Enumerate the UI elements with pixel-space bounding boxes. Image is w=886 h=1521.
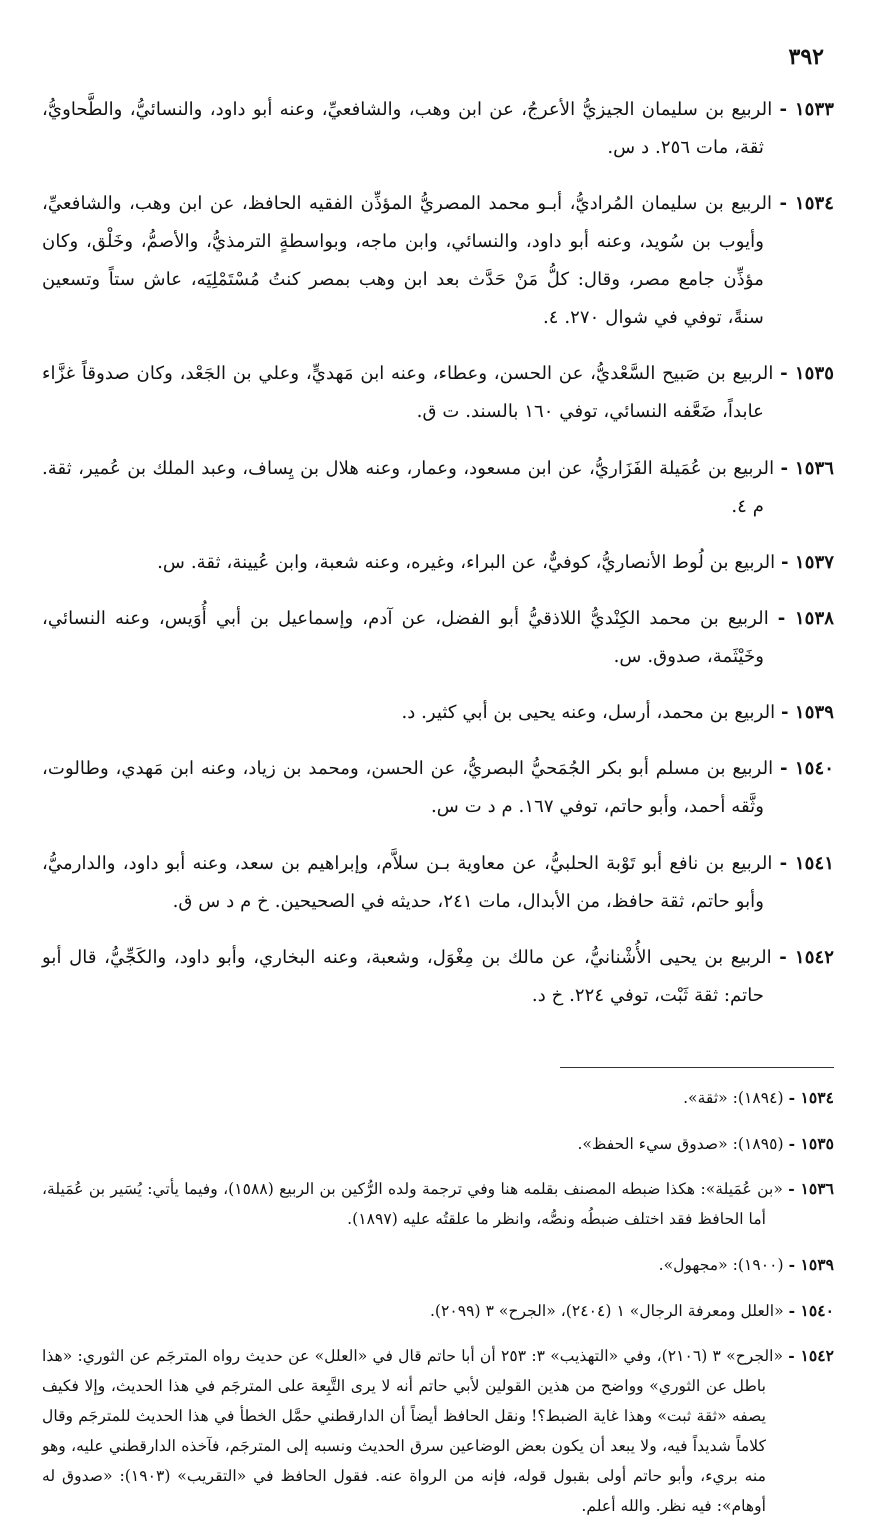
entry <box>42 845 834 921</box>
footnote <box>42 1250 834 1280</box>
footnote-text: «بن عُمَيلة»: هكذا ضبطه المصنف بقلمه هنا وفي ترجمة ولده الرُّكين بن الربيع (١٥٨٨)، وفيما يأتي: يُسَير بن عُمَيلة، أما الحافظ فقد اختلف ضبطُه ونصُّه، وانظر ما علقتُه عليه (١٨٩٧). <box>42 1180 783 1229</box>
entry-text: الربيع بن سليمان المُراديُّ، أبـو محمد المصريُّ المؤذِّن الفقيه الحافظ، عن ابن وهب، والشافعيِّ، وأيوب بن سُويد، وعنه أبو داود، والنسائي، وابن ماجه، وبواسطةٍ الترمذيُّ، والأصمُّ، وخَلْق، وكان مؤذِّن جامع مصر، وقال: كلُّ مَنْ حَدَّث بعد ابن وهب بمصر كنتُ مُسْتَمْلِيَه، عاش ستاً وتسعين سنةً، توفي في شوال ٢٧٠. ٤. <box>42 193 773 329</box>
footnote-number: ١٥٣٥ - <box>788 1133 834 1153</box>
footnote-text: (١٨٩٥): «صدوق سيء الحفظ». <box>577 1134 784 1153</box>
footnote-text: (١٨٩٤): «ثقة». <box>683 1089 784 1108</box>
entry-number: ١٥٤٢ - <box>779 946 834 968</box>
footnote-text: «العلل ومعرفة الرجال» ١ (٢٤٠٤)، «الجرح» ٣ (٢٠٩٩). <box>429 1301 784 1320</box>
footnote-text: (١٩٠٠): «مجهول». <box>658 1256 784 1275</box>
entry <box>42 91 834 167</box>
entry-number: ١٥٣٦ - <box>780 457 834 479</box>
footnote-number: ١٥٤٢ - <box>788 1346 834 1366</box>
footnote <box>42 1174 834 1234</box>
footnote <box>42 1129 834 1159</box>
entry-text: الربيع بن سليمان الجيزيُّ الأعرجُ، عن ابن وهب، والشافعيِّ، وعنه أبو داود، والنسائيُّ، والطَّحاويُّ، ثقة، مات ٢٥٦. د س. <box>42 99 773 158</box>
entry-text: الربيع بن نافع أبو تَوْبة الحلبيُّ، عن معاوية بـن سلاَّم، وإبراهيم بن سعد، وعنه أبو داود، والدارميُّ، وأبو حاتم، ثقة حافظ، من الأبدال، مات ٢٤١، حديثه في الصحيحين. خ م د س ق. <box>42 852 773 912</box>
footnote <box>42 1341 834 1521</box>
entry <box>42 939 834 1015</box>
entry-number: ١٥٣٤ - <box>779 193 834 215</box>
entry <box>42 450 834 526</box>
entry-text: الربيع بن يحيى الأُشْنانيُّ، عن مالك بن مِغْوَل، وشعبة، وعنه البخاري، وأبو داود، والكَجِّيُّ، قال أبو حاتم: ثقة ثَبْت، توفي ٢٢٤. خ د. <box>42 946 772 1006</box>
entry-number: ١٥٣٨ - <box>777 607 834 629</box>
entry-number: ١٥٣٩ - <box>781 702 834 724</box>
entry <box>42 694 834 732</box>
entry-number: ١٥٣٧ - <box>781 551 834 573</box>
entry-text: الربيع بن عُمَيلة الفَزَاريُّ، عن ابن مسعود، وعمار، وعنه هلال بن يِساف، وعبد الملك بن عُمير، ثقة. م ٤. <box>42 457 775 517</box>
entry <box>42 355 834 431</box>
entry <box>42 185 834 337</box>
entry-text: الربيع بن مسلم أبو بكر الجُمَحيُّ البصريُّ، عن الحسن، ومحمد بن زياد، وعنه ابن مَهدي، وطالوت، وثَّقه أحمد، وأبو حاتم، توفي ١٦٧. م د ت س. <box>42 758 774 818</box>
footnote-number: ١٥٤٠ - <box>788 1300 834 1320</box>
footnote-text: «الجرح» ٣ (٢١٠٦)، وفي «التهذيب» ٣: ٢٥٣ أن أبا حاتم قال في «العلل» عن حديث رواه المترجَم عن الثوري: «هذا باطل عن الثوري» وواضح من هذين القولين لأبي حاتم أنه لا يرى التَّبِعة على المترجَم في هذا الحديث، وإلا فكيف يصفه «ثقة ثبت» وهذا غاية الضبط؟! ونقل الحافظ أيضاً أن الدارقطني حمَّل الخطأ في هذا الحديث للمترجَم وقال كلاماً شديداً فيه، ولا يبعد أن يكون بعض الوضاعين سرق الحديث ونسبه إلى المترجَم، فآخذه الدارقطني عليه، وهو منه بريء، وأبو حاتم أولى بقبول قوله، فإنه من الرواة عنه. فقول الحافظ في «التقريب» (١٩٠٣): «صدوق له أوهام»: فيه نظر. والله أعلم. <box>42 1347 784 1516</box>
footnote-divider <box>560 1067 834 1068</box>
biography-entries <box>42 91 834 1015</box>
footnotes <box>42 1083 834 1521</box>
entry-text: الربيع بن صَبيح السَّعْديُّ، عن الحسن، وعطاء، وعنه ابن مَهديٍّ، وعلي بن الجَعْد، وكان صدوقاً غزَّاء عابداً، ضَعَّفه النسائي، توفي ١٦٠ بالسند. ت ق. <box>42 363 774 423</box>
entry-number: ١٥٤٠ - <box>780 758 834 780</box>
entry-number: ١٥٣٣ - <box>779 99 834 120</box>
entry-number: ١٥٣٥ - <box>780 363 834 385</box>
entry-number: ١٥٤١ - <box>779 852 834 874</box>
entry <box>42 750 834 826</box>
footnote-number: ١٥٣٩ - <box>788 1255 834 1275</box>
footnote-number: ١٥٣٤ - <box>788 1088 834 1108</box>
footnote-number: ١٥٣٦ - <box>788 1179 834 1199</box>
footnote <box>42 1296 834 1326</box>
entry-text: الربيع بن محمد، أرسل، وعنه يحيى بن أبي كثير. د. <box>401 702 776 724</box>
entry-text: الربيع بن لُوط الأنصاريُّ، كوفيٌّ، عن البراء، وغيره، وعنه شعبة، وابن عُيينة، ثقة. س. <box>157 551 776 573</box>
entry <box>42 544 834 582</box>
entry <box>42 600 834 676</box>
footnote <box>42 1083 834 1113</box>
page-number: ٣٩٢ <box>788 44 824 70</box>
entry-text: الربيع بن محمد الكِنْديُّ اللاذقيُّ أبو الفضل، عن آدم، وإسماعيل بن أبي أُوَيس، وعنه النسائي، وخَيْثَمة، صدوق. س. <box>42 607 769 667</box>
